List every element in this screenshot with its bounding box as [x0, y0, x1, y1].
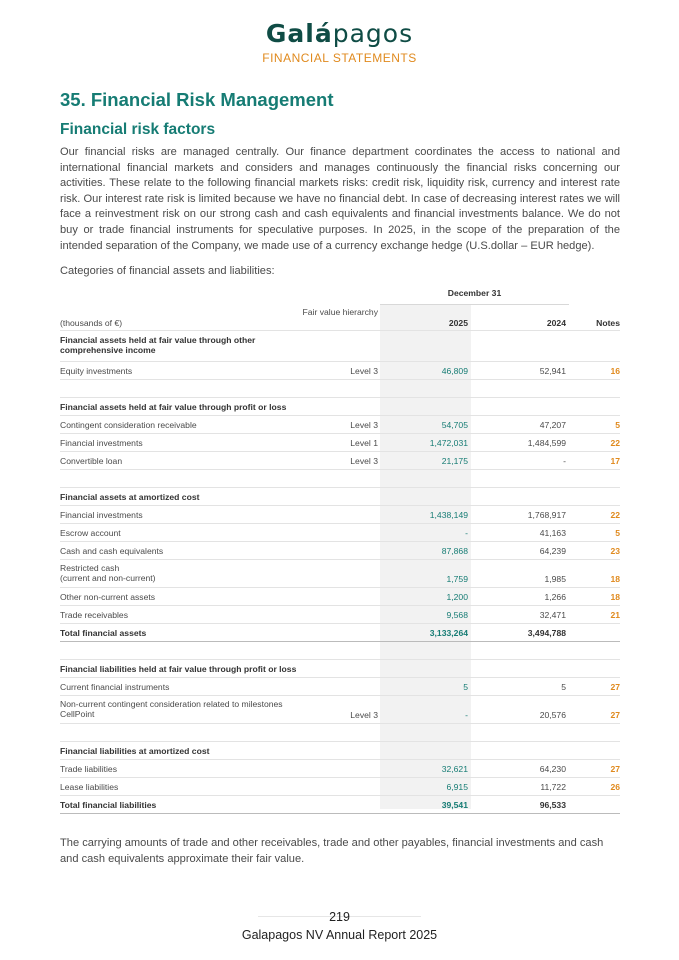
logo-wordmark: Galápagos	[265, 19, 414, 48]
report-title: Galapagos NV Annual Report 2025	[241, 928, 438, 942]
cell-2024: 41,163	[539, 528, 566, 538]
table-row	[60, 559, 620, 588]
table-row	[60, 415, 620, 434]
cell-2025: 1,200	[446, 592, 468, 602]
cell-note-ref: 26	[610, 782, 620, 792]
cell-2025: 54,705	[441, 420, 468, 430]
cell-note-ref: 27	[610, 764, 620, 774]
table-row	[60, 695, 620, 724]
row-label: Contingent consideration receivable	[60, 420, 197, 430]
table-row	[60, 469, 620, 488]
row-label: Financial assets held at fair value through profit or loss	[60, 402, 287, 412]
cell-note-ref: 5	[615, 528, 620, 538]
header-fair-value: Fair value hierarchy	[302, 307, 378, 317]
cell-fair-value-level: Level 3	[350, 366, 378, 376]
table-row	[60, 487, 620, 506]
cell-2024: 5	[561, 682, 566, 692]
table-row	[60, 605, 620, 624]
header-2024: 2024	[546, 318, 566, 328]
cell-2025: 6,915	[446, 782, 468, 792]
header-notes: Notes	[596, 318, 620, 328]
cell-fair-value-level: Level 3	[350, 710, 378, 720]
section-header-label: FINANCIAL STATEMENTS	[262, 51, 417, 65]
cell-2024	[475, 474, 569, 484]
table-row	[60, 777, 620, 796]
cell-2025	[380, 492, 471, 502]
cell-2024: 47,207	[539, 420, 566, 430]
cell-2024: 1,266	[544, 592, 566, 602]
cell-2024: 96,533	[539, 800, 566, 810]
table-row	[60, 759, 620, 778]
cell-2024: 32,471	[539, 610, 566, 620]
cell-2025: 1,472,031	[429, 438, 468, 448]
cell-2024: 1,484,599	[527, 438, 566, 448]
page-number: 219	[329, 910, 350, 924]
cell-2025: 87,868	[441, 546, 468, 556]
cell-2024	[475, 746, 569, 756]
header-2025: 2025	[448, 318, 468, 328]
table-row	[60, 433, 620, 452]
cell-note-ref: 27	[610, 710, 620, 720]
cell-2025	[380, 664, 471, 674]
row-label: Convertible loan	[60, 456, 123, 466]
cell-2025	[380, 384, 471, 394]
cell-2025	[380, 402, 471, 412]
table-header-row	[60, 304, 620, 331]
row-label: Restricted cash (current and non-current)	[60, 563, 156, 583]
cell-2025: 1,759	[446, 574, 468, 584]
table-intro: Categories of financial assets and liabilities:	[60, 265, 275, 277]
group-header-december: December 31	[447, 288, 502, 298]
row-label: Escrow account	[60, 528, 121, 538]
row-label: Non-current contingent consideration related to milestones CellPoint	[60, 699, 283, 719]
row-label: Total financial assets	[60, 628, 147, 638]
cell-2025: 39,541	[441, 800, 468, 810]
cell-note-ref: 5	[615, 420, 620, 430]
cell-note-ref: 17	[610, 456, 620, 466]
cell-2024	[475, 664, 569, 674]
row-label: Trade receivables	[60, 610, 128, 620]
row-label: Financial assets at amortized cost	[60, 492, 200, 502]
row-label: Other non-current assets	[60, 592, 156, 602]
cell-2025: 5	[463, 682, 468, 692]
table-row	[60, 397, 620, 416]
closing-paragraph: The carrying amounts of trade and other receivables, trade and other payables, financial investments and cash and cash equivalents approximate their fair value.	[60, 837, 604, 865]
cell-2024	[475, 728, 569, 738]
row-label: Total financial liabilities	[60, 800, 157, 810]
table-row	[60, 361, 620, 380]
table-row	[60, 451, 620, 470]
cell-2024: 11,722	[540, 782, 566, 792]
cell-2024: 64,239	[539, 546, 566, 556]
table-row	[60, 641, 620, 660]
table-row	[60, 723, 620, 742]
section-title: 35. Financial Risk Management	[60, 89, 334, 110]
cell-fair-value-level: Level 3	[350, 456, 378, 466]
cell-2024	[475, 348, 569, 358]
row-label: Financial assets held at fair value through other comprehensive income	[60, 335, 256, 355]
cell-2025	[380, 646, 471, 656]
table-row	[60, 587, 620, 606]
row-label: Current financial instruments	[60, 682, 170, 692]
cell-2025: 46,809	[441, 366, 468, 376]
cell-2024	[475, 646, 569, 656]
cell-2025: 21,175	[441, 456, 468, 466]
cell-2024: -	[563, 456, 566, 466]
row-label: Trade liabilities	[60, 764, 117, 774]
row-label: Equity investments	[60, 366, 133, 376]
cell-2025: 9,568	[446, 610, 468, 620]
table-row	[60, 659, 620, 678]
row-label: Cash and cash equivalents	[60, 546, 164, 556]
table-row	[60, 541, 620, 560]
company-logo	[0, 20, 679, 65]
cell-2024: 52,941	[539, 366, 566, 376]
header-units: (thousands of €)	[60, 318, 123, 328]
row-label: Lease liabilities	[60, 782, 119, 792]
cell-note-ref: 18	[610, 574, 620, 584]
cell-2025: -	[465, 710, 468, 720]
cell-2025: 32,621	[441, 764, 468, 774]
cell-note-ref: 27	[610, 682, 620, 692]
cell-2025	[380, 746, 471, 756]
table-row	[60, 379, 620, 398]
row-label: Financial liabilities held at fair value through profit or loss	[60, 664, 297, 674]
row-label: Financial investments	[60, 438, 143, 448]
cell-note-ref: 22	[610, 438, 620, 448]
cell-2025: 3,133,264	[429, 628, 468, 638]
cell-2024	[475, 492, 569, 502]
cell-2025	[380, 728, 471, 738]
intro-paragraph: Our financial risks are managed centrally. Our finance department coordinates the access to national and international financial markets and considers and manages continuously the financial risks concerning our activities. These relate to the following financial markets risks: credit risk, liquidity risk, currency and interest rate risk. Our interest rate risk is limited because we have no financial debt. In case of decreasing interest rates we will face a reinvestment risk on our strong cash and cash equivalents and financial investments balance. We do not buy or trade financial instruments for speculative purposes. In 2025, in the scope of the preparation of the intended separation of the Company, we made use of a currency exchange hedge (U.S.dollar – EUR hedge).	[60, 146, 620, 252]
table-row	[60, 677, 620, 696]
table-row	[60, 623, 620, 642]
cell-2024: 1,985	[544, 574, 566, 584]
table-row	[60, 505, 620, 524]
cell-2024: 20,576	[539, 710, 566, 720]
cell-note-ref: 22	[610, 510, 620, 520]
cell-2024	[475, 402, 569, 412]
cell-2025: 1,438,149	[429, 510, 468, 520]
table-row	[60, 523, 620, 542]
cell-2024: 1,768,917	[527, 510, 566, 520]
subsection-title: Financial risk factors	[60, 121, 216, 138]
row-label: Financial liabilities at amortized cost	[60, 746, 210, 756]
table-row	[60, 741, 620, 760]
cell-note-ref: 23	[610, 546, 620, 556]
table-row	[60, 795, 620, 814]
cell-2024: 64,230	[539, 764, 566, 774]
cell-note-ref: 18	[610, 592, 620, 602]
cell-2025	[380, 348, 471, 358]
row-label: Financial investments	[60, 510, 143, 520]
table-row	[60, 331, 620, 362]
cell-fair-value-level: Level 1	[350, 438, 378, 448]
cell-2024	[475, 384, 569, 394]
cell-note-ref: 21	[610, 610, 620, 620]
cell-2025	[380, 474, 471, 484]
cell-2024: 3,494,788	[527, 628, 566, 638]
cell-2025: -	[465, 528, 468, 538]
cell-fair-value-level: Level 3	[350, 420, 378, 430]
cell-note-ref: 16	[610, 366, 620, 376]
